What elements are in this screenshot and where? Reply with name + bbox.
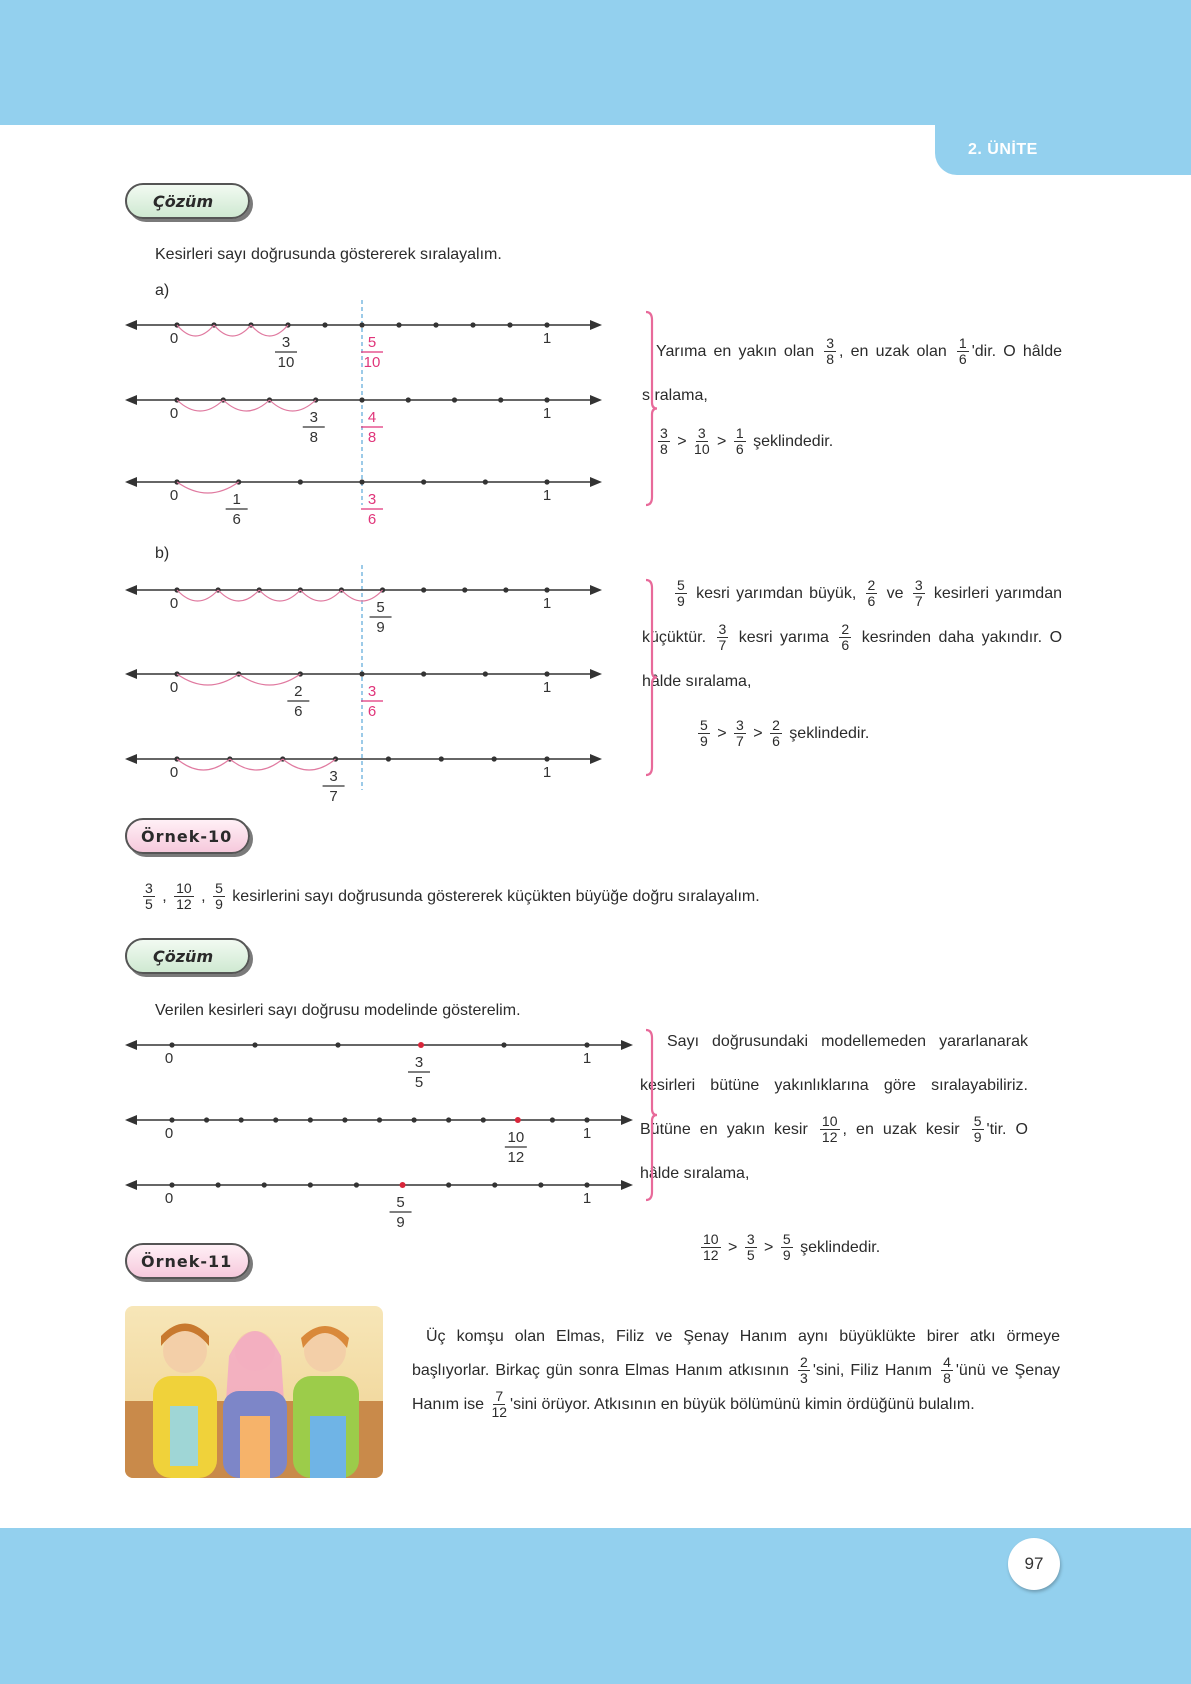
- tick-point: [342, 1117, 347, 1122]
- arrow-right-icon: [621, 1040, 633, 1050]
- unit-label: 2. ÜNİTE: [968, 141, 1038, 158]
- jump-arc: [230, 759, 283, 770]
- arrow-left-icon: [125, 1180, 137, 1190]
- tick-point: [335, 1042, 340, 1047]
- denominator: 9: [973, 1129, 982, 1146]
- example-10-badge: Örnek-10: [125, 818, 250, 854]
- tick-point: [544, 756, 549, 761]
- text-run: >: [723, 1239, 742, 1256]
- zero-label: 0: [164, 1125, 174, 1142]
- numerator: 2: [867, 577, 876, 594]
- fraction-numerator: 3: [414, 1054, 424, 1071]
- numerator: 3: [746, 1231, 755, 1248]
- text-run: Sayı doğrusundaki modellemeden yararlanarak kesirleri bütüne yakınlıklarına göre sıralayabiliriz. Bütüne en yakın kesir: [640, 1033, 1028, 1138]
- numerator: 10: [176, 880, 192, 897]
- tick-point: [359, 397, 364, 402]
- fraction-numerator: 3: [367, 491, 377, 508]
- denominator: 12: [821, 1129, 838, 1146]
- fraction-denominator: 9: [376, 619, 385, 636]
- tick-point: [470, 322, 475, 327]
- tick-point: [538, 1182, 543, 1187]
- text-run: kesirlerini sayı doğrusunda göstererek küçükten büyüğe doğru sıralayalım.: [227, 888, 760, 905]
- arrow-right-icon: [590, 395, 602, 405]
- text-run: kesirleri yarımdan küçüktür.: [642, 585, 1062, 646]
- text-run: 'sini örüyor. Atkısının en büyük bölümünü kimin ördüğünü bulalım.: [510, 1396, 975, 1413]
- fraction-numerator: 10: [507, 1129, 525, 1146]
- tick-point: [492, 756, 497, 761]
- solution-intro: Kesirleri sayı doğrusunda göstererek sıralayalım.: [155, 246, 502, 263]
- tick-point: [483, 671, 488, 676]
- numerator: 3: [736, 717, 744, 734]
- denominator: 6: [735, 441, 744, 458]
- tick-point: [216, 1182, 221, 1187]
- denominator: 7: [718, 637, 727, 654]
- zero-label: 0: [169, 764, 179, 781]
- numerator: 5: [677, 577, 685, 594]
- text-run: kesri yarımdan büyük,: [689, 585, 863, 602]
- numerator: 3: [914, 577, 923, 594]
- fraction-denominator: 6: [367, 511, 377, 528]
- denominator: 5: [746, 1247, 755, 1264]
- arrow-left-icon: [125, 754, 137, 764]
- numerator: 2: [800, 1354, 808, 1371]
- tick-point: [169, 1042, 174, 1047]
- fraction-denominator: 6: [367, 703, 377, 720]
- tick-point: [262, 1182, 267, 1187]
- denominator: 6: [772, 733, 780, 750]
- fraction-denominator: 8: [367, 429, 377, 446]
- tick-point: [481, 1117, 486, 1122]
- solution-2-badge: Çözüm: [125, 938, 250, 974]
- numerator: 5: [973, 1113, 982, 1130]
- tick-point: [406, 397, 411, 402]
- tick-point: [169, 1117, 174, 1122]
- numerator: 2: [841, 621, 850, 638]
- tick-point: [239, 1117, 244, 1122]
- arrow-right-icon: [590, 585, 602, 595]
- tick-point: [452, 397, 457, 402]
- denominator: 5: [145, 896, 153, 913]
- denominator: 10: [694, 441, 710, 458]
- numerator: 10: [821, 1113, 838, 1130]
- tick-point: [359, 322, 364, 327]
- tick-point: [584, 1042, 589, 1047]
- text-run: Yarıma en yakın olan: [656, 343, 822, 360]
- fraction-denominator: 5: [414, 1074, 424, 1091]
- text-run: 'sini, Filiz Hanım: [812, 1362, 939, 1379]
- fraction-numerator: 5: [367, 334, 377, 351]
- numerator: 3: [697, 425, 706, 442]
- text-run: >: [712, 433, 731, 450]
- tick-point: [498, 397, 503, 402]
- jump-arc: [177, 590, 218, 601]
- one-label: 1: [582, 1190, 592, 1207]
- denominator: 9: [782, 1247, 791, 1264]
- tick-point: [400, 1182, 406, 1188]
- tick-point: [386, 756, 391, 761]
- denominator: 7: [914, 593, 923, 610]
- denominator: 8: [826, 351, 835, 368]
- text-run: ,: [157, 888, 172, 905]
- arrow-left-icon: [125, 1040, 137, 1050]
- text-run: 'tir. O hâlde sıralama,: [640, 1121, 1029, 1182]
- zero-label: 0: [169, 679, 179, 696]
- arrow-left-icon: [125, 395, 137, 405]
- text-run: şeklindedir.: [784, 725, 870, 742]
- numerator: 10: [703, 1231, 719, 1248]
- tick-point: [550, 1117, 555, 1122]
- denominator: 8: [660, 441, 668, 458]
- zero-label: 0: [169, 595, 179, 612]
- denominator: 9: [700, 733, 708, 750]
- fraction-numerator: 3: [309, 409, 318, 426]
- page-number: 97: [1008, 1538, 1060, 1590]
- tick-point: [483, 479, 488, 484]
- part-b-label: b): [155, 545, 170, 562]
- arrow-right-icon: [590, 669, 602, 679]
- tick-point: [421, 479, 426, 484]
- fraction-denominator: 8: [309, 429, 318, 446]
- denominator: 12: [491, 1404, 508, 1421]
- tick-point: [544, 587, 549, 592]
- text-run: şeklindedir.: [748, 433, 834, 450]
- fraction-denominator: 10: [277, 354, 295, 371]
- fraction-numerator: 2: [294, 683, 303, 700]
- denominator: 7: [736, 733, 744, 750]
- jump-arc: [239, 674, 301, 685]
- tick-point: [492, 1182, 497, 1187]
- arrow-right-icon: [621, 1115, 633, 1125]
- one-label: 1: [582, 1050, 592, 1067]
- fraction-numerator: 5: [376, 599, 385, 616]
- zero-label: 0: [164, 1050, 174, 1067]
- part-a-label: a): [155, 282, 170, 299]
- arrow-right-icon: [590, 754, 602, 764]
- text-run: >: [748, 725, 768, 742]
- text-run: 'dir. O hâlde sıralama,: [642, 343, 1062, 404]
- denominator: 6: [841, 637, 850, 654]
- tick-point: [584, 1117, 589, 1122]
- tick-point: [446, 1182, 451, 1187]
- tick-point: [544, 322, 549, 327]
- solution-badge: Çözüm: [125, 183, 250, 219]
- denominator: 3: [800, 1370, 808, 1387]
- numerator: 5: [782, 1231, 791, 1248]
- tick-point: [501, 1042, 506, 1047]
- curly-brace: [646, 1030, 657, 1200]
- numerator: 1: [735, 425, 744, 442]
- fraction-numerator: 3: [367, 683, 377, 700]
- denominator: 12: [703, 1247, 719, 1264]
- one-label: 1: [542, 595, 552, 612]
- text-run: ve: [880, 585, 910, 602]
- text-run: kesri yarıma: [731, 629, 837, 646]
- tick-point: [544, 479, 549, 484]
- numerator: 4: [943, 1354, 951, 1371]
- tick-point: [421, 671, 426, 676]
- tick-point: [507, 322, 512, 327]
- tick-point: [446, 1117, 451, 1122]
- numerator: 1: [958, 335, 967, 352]
- fraction-numerator: 3: [281, 334, 291, 351]
- text-run: >: [712, 725, 732, 742]
- fraction-denominator: 7: [329, 788, 338, 805]
- tick-point: [503, 587, 508, 592]
- one-label: 1: [542, 764, 552, 781]
- arrow-left-icon: [125, 585, 137, 595]
- text-run: >: [672, 433, 692, 450]
- tick-point: [377, 1117, 382, 1122]
- one-label: 1: [542, 405, 552, 422]
- arrow-right-icon: [621, 1180, 633, 1190]
- numerator: 2: [772, 717, 780, 734]
- tick-point: [169, 1182, 174, 1187]
- denominator: 12: [176, 896, 192, 913]
- jump-arc: [177, 674, 239, 685]
- jump-arc: [300, 590, 341, 601]
- curly-brace: [646, 312, 657, 505]
- arrow-left-icon: [125, 669, 137, 679]
- numerator: 3: [660, 425, 668, 442]
- jump-arc: [177, 400, 223, 411]
- tick-point: [396, 322, 401, 327]
- fraction-denominator: 10: [363, 354, 381, 371]
- jump-arc: [177, 482, 239, 493]
- tick-point: [322, 322, 327, 327]
- zero-label: 0: [164, 1190, 174, 1207]
- jump-arc: [283, 759, 336, 770]
- one-label: 1: [542, 679, 552, 696]
- fraction-numerator: 5: [396, 1194, 405, 1211]
- denominator: 6: [867, 593, 876, 610]
- zero-label: 0: [169, 405, 179, 422]
- numerator: 5: [215, 880, 223, 897]
- numerator: 3: [718, 621, 727, 638]
- jump-arc: [218, 590, 259, 601]
- zero-label: 0: [169, 487, 179, 504]
- fraction-denominator: 12: [507, 1149, 525, 1166]
- tick-point: [418, 1042, 424, 1048]
- text-run: ,: [196, 888, 211, 905]
- jump-arc: [214, 325, 251, 336]
- tick-point: [359, 479, 364, 484]
- numerator: 3: [145, 880, 153, 897]
- tick-point: [308, 1182, 313, 1187]
- jump-arc: [177, 325, 214, 336]
- tick-point: [462, 587, 467, 592]
- text-run: , en uzak kesir: [842, 1121, 969, 1138]
- denominator: 9: [215, 896, 223, 913]
- arrow-left-icon: [125, 477, 137, 487]
- text-run: Üç komşu olan Elmas, Filiz ve Şenay Hanım aynı büyüklükte birer atkı örmeye başlıyorlar. Birkaç gün sonra Elmas Hanım atkısının: [412, 1328, 1060, 1379]
- numerator: 7: [495, 1388, 504, 1405]
- numerator: 3: [826, 335, 835, 352]
- text-run: kesrinden daha yakındır. O hâlde sıralama,: [642, 629, 1063, 690]
- tick-point: [544, 397, 549, 402]
- tick-point: [359, 671, 364, 676]
- tick-point: [204, 1117, 209, 1122]
- numerator: 5: [700, 717, 708, 734]
- fraction-numerator: 3: [329, 768, 338, 785]
- arrow-right-icon: [590, 320, 602, 330]
- fraction-denominator: 9: [396, 1214, 405, 1231]
- denominator: 6: [958, 351, 967, 368]
- example-11-badge: Örnek-11: [125, 1243, 250, 1279]
- tick-point: [411, 1117, 416, 1122]
- text-run: 'ünü ve Şenay Hanım ise: [412, 1362, 1060, 1413]
- solution-2-intro: Verilen kesirleri sayı doğrusu modelinde gösterelim.: [155, 1002, 521, 1019]
- text-run: şeklindedir.: [795, 1239, 881, 1256]
- tick-point: [433, 322, 438, 327]
- fraction-numerator: 4: [367, 409, 377, 426]
- tick-point: [354, 1182, 359, 1187]
- zero-label: 0: [169, 330, 179, 347]
- arrow-right-icon: [590, 477, 602, 487]
- tick-point: [584, 1182, 589, 1187]
- denominator: 8: [943, 1370, 951, 1387]
- tick-point: [515, 1117, 521, 1123]
- jump-arc: [223, 400, 269, 411]
- tick-point: [544, 671, 549, 676]
- tick-point: [439, 756, 444, 761]
- curly-brace: [646, 580, 657, 775]
- jump-arc: [259, 590, 300, 601]
- one-label: 1: [542, 330, 552, 347]
- tick-point: [252, 1042, 257, 1047]
- fraction-numerator: 1: [232, 491, 241, 508]
- text-run: , en uzak olan: [839, 343, 954, 360]
- denominator: 9: [677, 593, 685, 610]
- fraction-denominator: 6: [232, 511, 241, 528]
- arrow-left-icon: [125, 1115, 137, 1125]
- fraction-denominator: 6: [294, 703, 303, 720]
- tick-point: [298, 479, 303, 484]
- tick-point: [421, 587, 426, 592]
- tick-point: [273, 1117, 278, 1122]
- jump-arc: [177, 759, 230, 770]
- arrow-left-icon: [125, 320, 137, 330]
- one-label: 1: [542, 487, 552, 504]
- text-run: >: [759, 1239, 778, 1256]
- tick-point: [308, 1117, 313, 1122]
- one-label: 1: [582, 1125, 592, 1142]
